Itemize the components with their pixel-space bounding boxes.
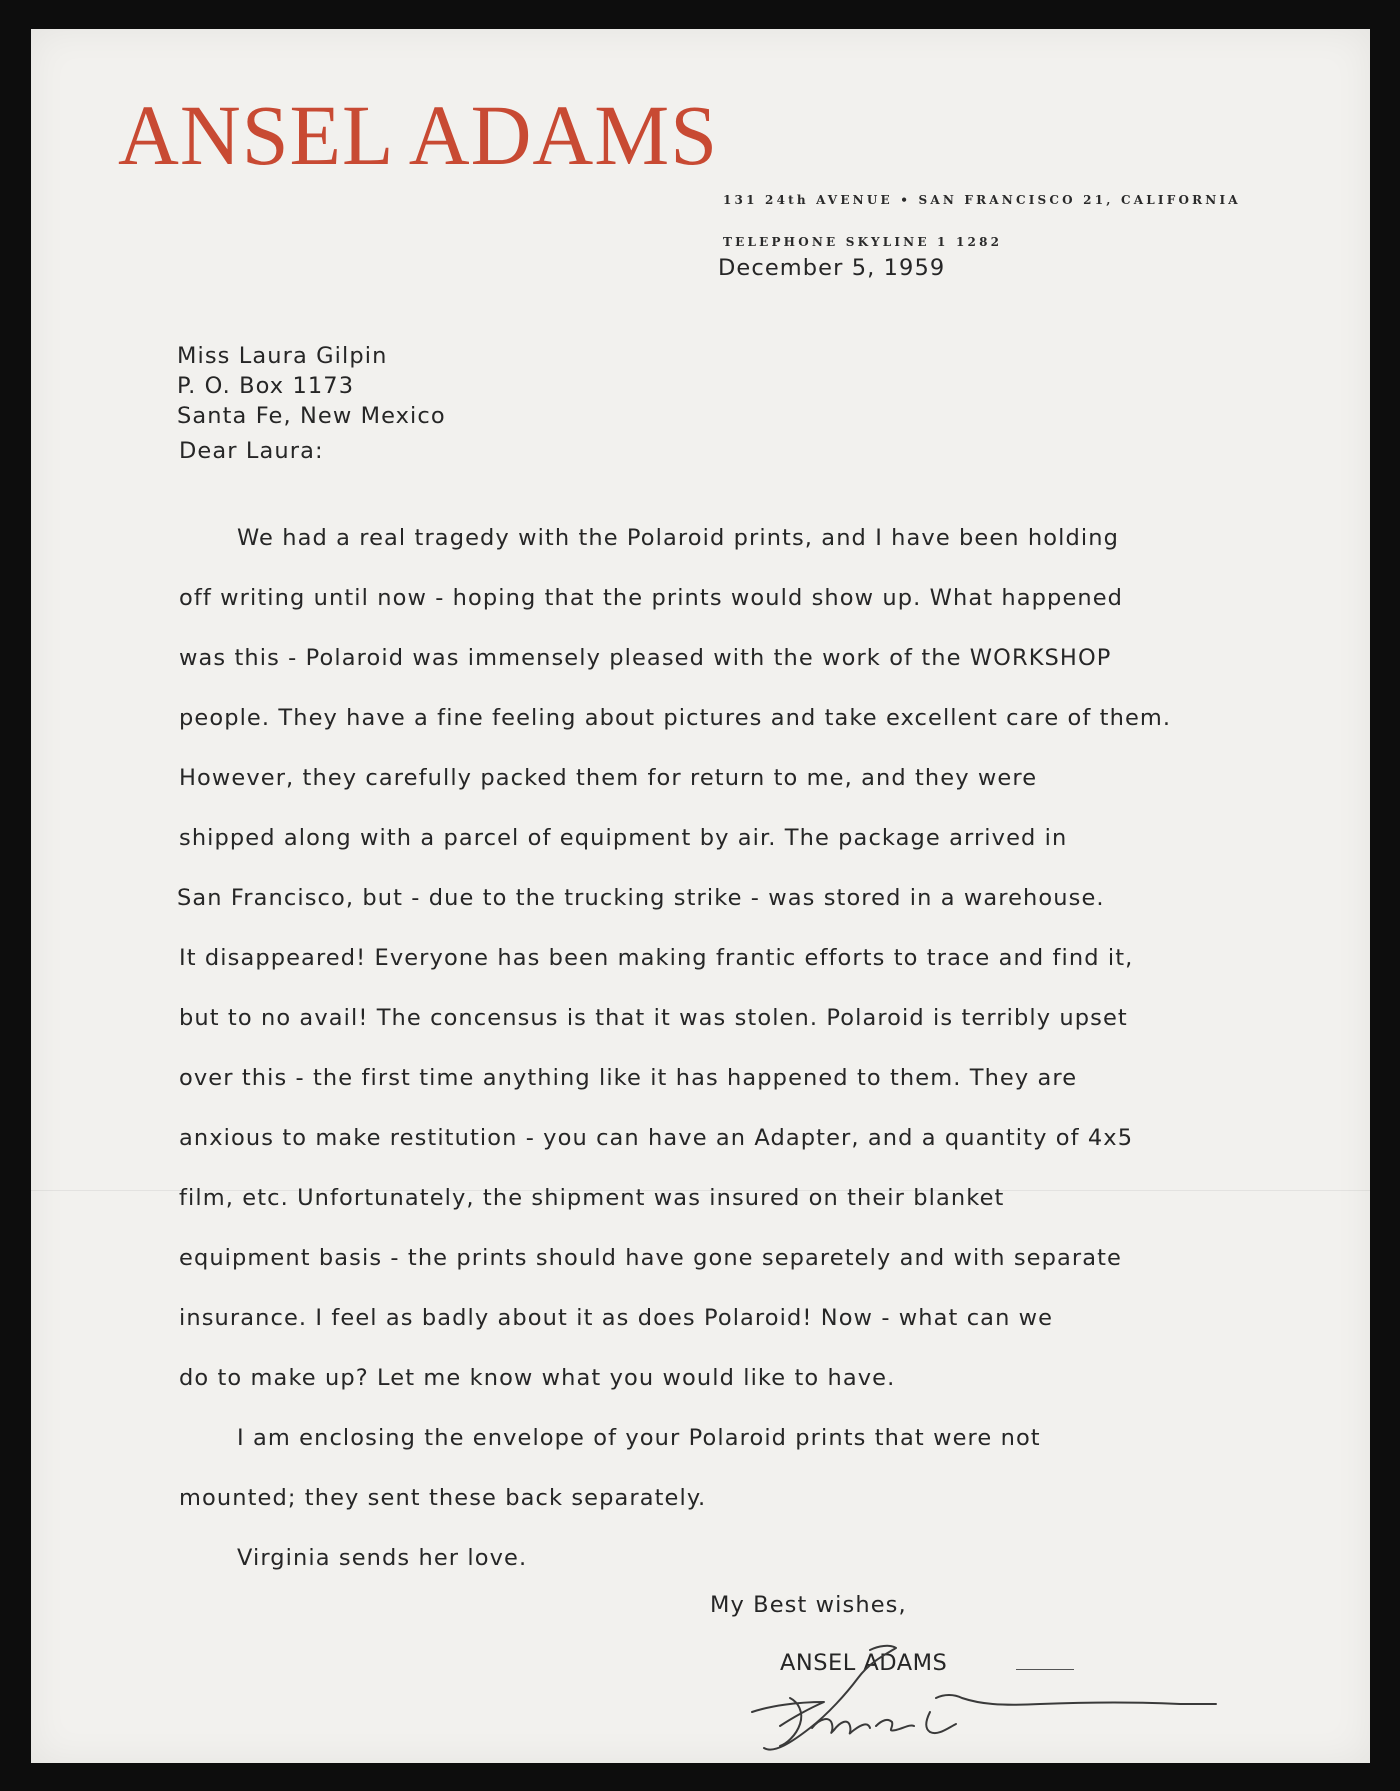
salutation: Dear Laura: [179, 438, 324, 464]
body-line: do to make up? Let me know what you would like to have. [179, 1365, 896, 1391]
body-line: insurance. I feel as badly about it as does Polaroid! Now - what can we [179, 1305, 1054, 1331]
body-line: shipped along with a parcel of equipment by air. The package arrived in [179, 825, 1068, 851]
body-line: people. They have a fine feeling about pictures and take excellent care of them. [179, 705, 1172, 731]
body-line: equipment basis - the prints should have gone separetely and with separate [179, 1245, 1123, 1271]
handwritten-signature [700, 1632, 1260, 1762]
closing: My Best wishes, [710, 1592, 907, 1618]
body-line: film, etc. Unfortunately, the shipment was insured on their blanket [179, 1185, 1005, 1211]
body-line: but to no avail! The concensus is that it was stolen. Polaroid is terribly upset [179, 1005, 1128, 1031]
recipient-city: Santa Fe, New Mexico [177, 403, 446, 429]
recipient-name: Miss Laura Gilpin [177, 343, 388, 369]
body-line: off writing until now - hoping that the prints would show up. What happened [179, 585, 1124, 611]
signer-name: ANSEL ADAMS [780, 1650, 948, 1676]
body-line: over this - the first time anything like it has happened to them. They are [179, 1065, 1078, 1091]
body-line: mounted; they sent these back separately. [179, 1485, 707, 1511]
letterhead-address: 131 24th AVENUE • SAN FRANCISCO 21, CALIFORNIA [723, 193, 1241, 207]
recipient-po-box: P. O. Box 1173 [177, 373, 355, 399]
body-line: We had a real tragedy with the Polaroid prints, and I have been holding [237, 525, 1119, 551]
body-line: It disappeared! Everyone has been making frantic efforts to trace and find it, [179, 945, 1134, 971]
body-line: I am enclosing the envelope of your Polaroid prints that were not [237, 1425, 1041, 1451]
body-line: Virginia sends her love. [237, 1545, 528, 1571]
letter-date: December 5, 1959 [718, 255, 946, 281]
body-line: San Francisco, but - due to the trucking strike - was stored in a warehouse. [177, 885, 1105, 911]
letterhead-name: ANSEL ADAMS [118, 87, 719, 183]
body-line: anxious to make restitution - you can have an Adapter, and a quantity of 4x5 [179, 1125, 1134, 1151]
body-line: was this - Polaroid was immensely pleased with the work of the WORKSHOP [179, 645, 1112, 671]
body-line: However, they carefully packed them for return to me, and they were [179, 765, 1038, 791]
letterhead-telephone: TELEPHONE SKYLINE 1 1282 [723, 235, 1003, 249]
